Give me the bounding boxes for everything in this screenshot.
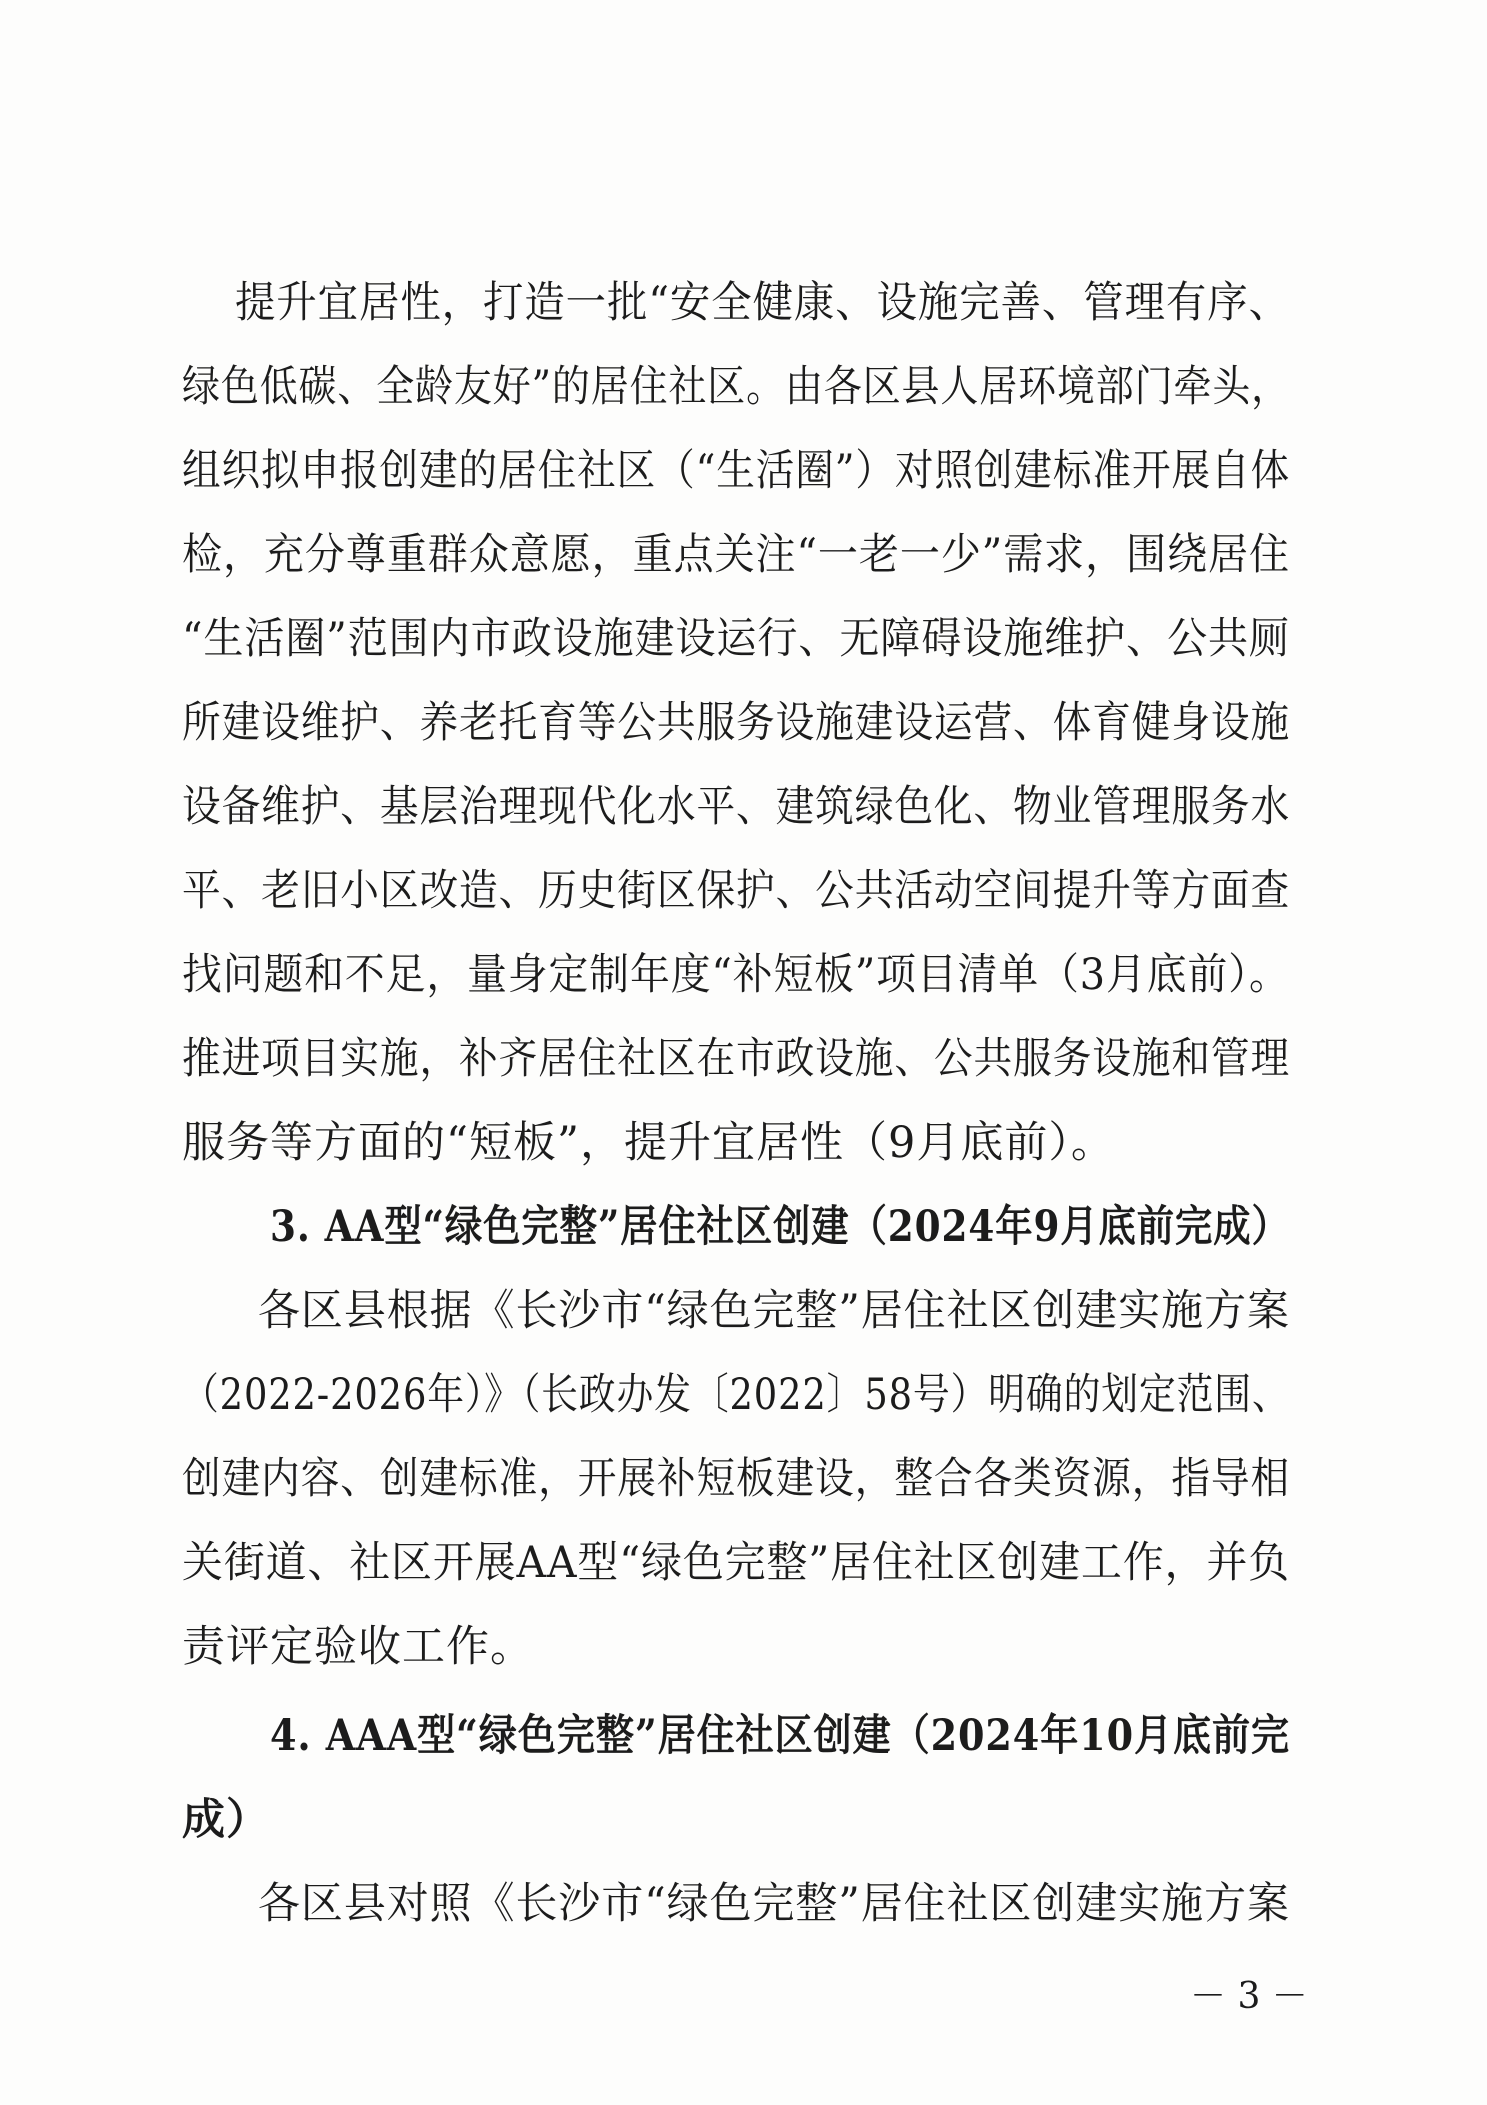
text-line: 平、老旧小区改造、历史街区保护、公共活动空间提升等方面查: [182, 866, 1291, 916]
page-number: － 3 －: [1190, 1976, 1308, 2017]
text-line: 各区县根据《长沙市“绿色完整”居住社区创建实施方案: [258, 1286, 1290, 1336]
text-line: 服务等方面的“短板”，提升宜居性（9月底前）。: [182, 1118, 1115, 1168]
text-line: 创建内容、创建标准，开展补短板建设，整合各类资源，指导相: [182, 1454, 1291, 1504]
section-heading-3: 3. AA型“绿色完整”居住社区创建（2024年9月底前完成）: [270, 1202, 1290, 1252]
text-line: 责评定验收工作。: [182, 1622, 534, 1672]
text-line: 推进项目实施，补齐居住社区在市政设施、公共服务设施和管理: [182, 1034, 1291, 1084]
heading-line: 4. AAA型“绿色完整”居住社区创建（2024年10月底前完: [270, 1711, 1290, 1761]
text-line: 关街道、社区开展AA型“绿色完整”居住社区创建工作，并负: [182, 1538, 1291, 1588]
text-line: 找问题和不足，量身定制年度“补短板”项目清单（3月底前）。: [182, 950, 1290, 1000]
text-line: “生活圈”范围内市政设施建设运行、无障碍设施维护、公共厕: [182, 614, 1290, 664]
text-line: （2022-2026年）》（长政办发〔2022〕58号）明确的划定范围、: [182, 1370, 1290, 1420]
text-line: 检，充分尊重群众意愿，重点关注“一老一少”需求，围绕居住: [182, 530, 1290, 580]
text-line: 所建设维护、养老托育等公共服务设施建设运营、体育健身设施: [182, 698, 1291, 748]
text-line: 各区县对照《长沙市“绿色完整”居住社区创建实施方案: [258, 1879, 1290, 1929]
text-line: 绿色低碳、全龄友好”的居住社区。由各区县人居环境部门牵头，: [182, 362, 1291, 412]
heading-line: 成）: [182, 1795, 270, 1845]
text-line: 组织拟申报创建的居住社区（“生活圈”）对照创建标准开展自体: [182, 446, 1290, 496]
text-line: 设备维护、基层治理现代化水平、建筑绿色化、物业管理服务水: [182, 782, 1291, 832]
text-line: 提升宜居性，打造一批“安全健康、设施完善、管理有序、: [235, 278, 1290, 328]
